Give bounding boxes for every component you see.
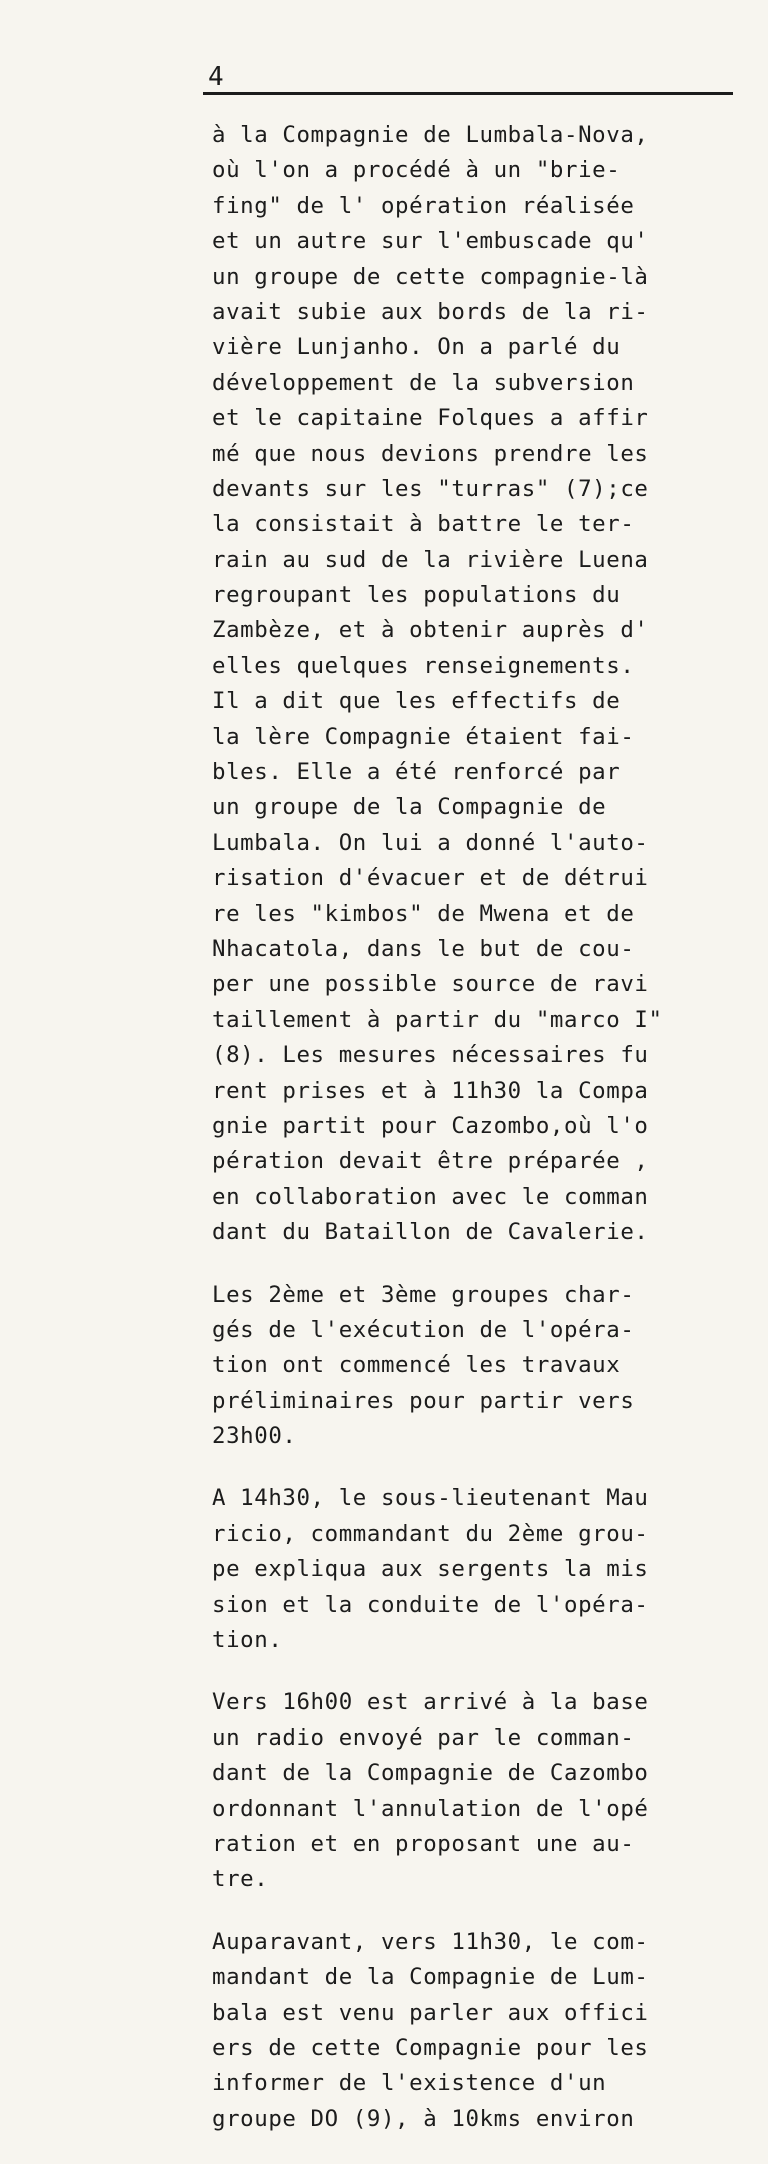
text-line: un radio envoyé par le comman- (212, 1724, 635, 1751)
text-line: fing" de l' opération réalisée (212, 192, 635, 219)
text-line: et un autre sur l'embuscade qu' (212, 228, 649, 255)
text-line: mandant de la Compagnie de Lum- (212, 1964, 649, 1991)
paragraph (212, 118, 736, 1251)
text-line: risation d'évacuer et de détrui (212, 865, 649, 892)
paragraph (212, 1685, 736, 1897)
text-line: devants sur les "turras" (7);ce (212, 475, 649, 502)
text-line: pération devait être préparée , (212, 1148, 649, 1175)
page-number: 4 (208, 62, 224, 92)
text-line: regroupant les populations du (212, 582, 621, 609)
text-line: en collaboration avec le comman (212, 1183, 649, 1210)
document-body (212, 118, 736, 2164)
text-line: bles. Elle a été renforcé par (212, 759, 621, 786)
text-line: tre. (212, 1866, 269, 1893)
text-line: 23h00. (212, 1423, 297, 1450)
text-line: un groupe de la Compagnie de (212, 794, 607, 821)
text-line: (8). Les mesures nécessaires fu (212, 1042, 649, 1069)
text-line: pe expliqua aux sergents la mis (212, 1556, 649, 1583)
text-line: re les "kimbos" de Mwena et de (212, 900, 635, 927)
text-line: où l'on a procédé à un "brie- (212, 157, 621, 184)
text-line: bala est venu parler aux offici (212, 1999, 649, 2026)
paragraph (212, 1278, 736, 1455)
text-line: rent prises et à 11h30 la Compa (212, 1077, 649, 1104)
text-line: tion. (212, 1627, 283, 1654)
text-line: développement de la subversion (212, 369, 635, 396)
text-line: Il a dit que les effectifs de (212, 688, 621, 715)
text-line: préliminaires pour partir vers (212, 1387, 635, 1414)
header-rule (203, 92, 733, 95)
text-line: la lère Compagnie étaient fai- (212, 723, 635, 750)
text-line: un groupe de cette compagnie-là (212, 263, 649, 290)
text-line: dant du Bataillon de Cavalerie. (212, 1219, 649, 1246)
text-line: mé que nous devions prendre les (212, 440, 649, 467)
text-line: tion ont commencé les travaux (212, 1352, 621, 1379)
text-line: Nhacatola, dans le but de cou- (212, 935, 635, 962)
text-line: ordonnant l'annulation de l'opé (212, 1795, 649, 1822)
text-line: per une possible source de ravi (212, 971, 649, 998)
paragraph (212, 1481, 736, 1658)
text-line: rain au sud de la rivière Luena (212, 546, 649, 573)
text-line: Vers 16h00 est arrivé à la base (212, 1689, 649, 1716)
text-line: ration et en proposant une au- (212, 1830, 635, 1857)
text-line: ricio, commandant du 2ème grou- (212, 1520, 649, 1547)
text-line: gés de l'exécution de l'opéra- (212, 1316, 635, 1343)
text-line: gnie partit pour Cazombo,où l'o (212, 1112, 649, 1139)
paragraph (212, 1925, 736, 2137)
text-line: vière Lunjanho. On a parlé du (212, 334, 621, 361)
text-line: avait subie aux bords de la ri- (212, 298, 649, 325)
text-line: taillement à partir du "marco I" (212, 1006, 663, 1033)
text-line: et le capitaine Folques a affir (212, 405, 649, 432)
text-line: Zambèze, et à obtenir auprès d' (212, 617, 649, 644)
text-line: groupe DO (9), à 10kms environ (212, 2105, 635, 2132)
text-line: ers de cette Compagnie pour les (212, 2034, 649, 2061)
text-line: Auparavant, vers 11h30, le com- (212, 1928, 649, 1955)
text-line: à la Compagnie de Lumbala-Nova, (212, 122, 649, 148)
text-line: la consistait à battre le ter- (212, 511, 635, 538)
text-line: informer de l'existence d'un (212, 2070, 607, 2097)
text-line: Les 2ème et 3ème groupes char- (212, 1281, 635, 1308)
text-line: sion et la conduite de l'opéra- (212, 1591, 649, 1618)
text-line: A 14h30, le sous-lieutenant Mau (212, 1485, 649, 1512)
text-line: elles quelques renseignements. (212, 652, 635, 679)
text-line: dant de la Compagnie de Cazombo (212, 1760, 649, 1787)
text-line: Lumbala. On lui a donné l'auto- (212, 829, 649, 856)
